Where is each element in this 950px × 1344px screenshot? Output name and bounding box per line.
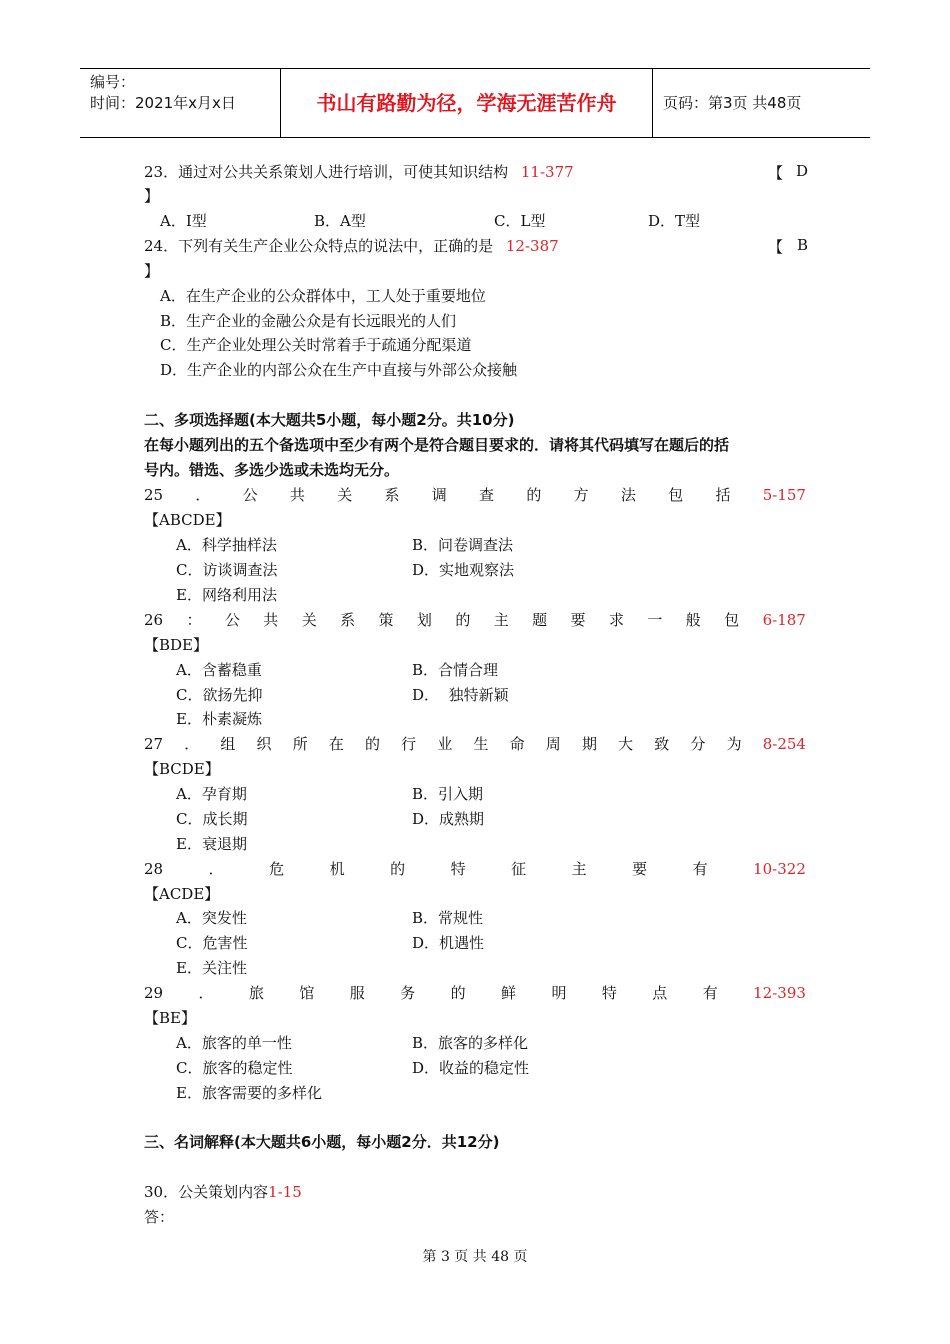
answer-bracket bbox=[768, 236, 808, 257]
q-token: 系 bbox=[340, 611, 356, 629]
option-e: E．网络利用法 bbox=[176, 586, 277, 604]
q-token: 旅 bbox=[248, 984, 264, 1002]
q-token: 要 bbox=[570, 611, 586, 629]
q-token: 求 bbox=[608, 611, 624, 629]
answer-bracket bbox=[768, 162, 808, 183]
question-ref: 1-15 bbox=[268, 1183, 302, 1201]
q-token: 为 bbox=[726, 735, 742, 753]
q-token: 明 bbox=[551, 984, 567, 1002]
q-token: 25 bbox=[144, 486, 164, 504]
question-25 bbox=[144, 485, 806, 505]
number-label: 编号： bbox=[90, 73, 136, 91]
question-23 bbox=[144, 162, 574, 182]
question-27 bbox=[144, 734, 806, 754]
question-30 bbox=[144, 1182, 302, 1202]
q-token: 法 bbox=[620, 486, 636, 504]
q-token: 鲜 bbox=[501, 984, 517, 1002]
q-token: 共 bbox=[263, 611, 279, 629]
question-ref: 8-254 bbox=[762, 735, 806, 753]
option-a: A．I型 bbox=[160, 212, 207, 230]
q-token: 公 bbox=[242, 486, 258, 504]
header-meta bbox=[80, 69, 280, 137]
option-b: B．引入期 bbox=[412, 785, 484, 803]
option-b: B．生产企业的金融公众是有长远眼光的人们 bbox=[160, 312, 457, 330]
question-28 bbox=[144, 859, 806, 879]
q-token: 特 bbox=[601, 984, 617, 1002]
q-token: ． bbox=[195, 486, 211, 504]
question-26 bbox=[144, 610, 806, 630]
header-motto: 书山有路勤为径，学海无涯苦作舟 bbox=[280, 69, 653, 137]
q-token: 28 bbox=[144, 860, 164, 878]
question-ref: 10-322 bbox=[753, 860, 806, 878]
q-token: 组 bbox=[220, 735, 236, 753]
q-token: 有 bbox=[702, 984, 718, 1002]
answer-key: 【ABCDE】 bbox=[144, 511, 231, 529]
option-e: E．衰退期 bbox=[176, 835, 247, 853]
q-token: 机 bbox=[329, 860, 345, 878]
option-e: E．旅客需要的多样化 bbox=[176, 1084, 322, 1102]
answer-key: 【BE】 bbox=[144, 1009, 196, 1027]
section-2-title: 二、多项选择题(本大题共5小题，每小题2分。共10分) bbox=[144, 411, 515, 429]
section-2-instruction-2: 号内。错选、多选少选或未选均无分。 bbox=[144, 461, 400, 479]
option-c: C．访谈调查法 bbox=[176, 561, 278, 579]
question-text: 30．公关策划内容 bbox=[144, 1183, 269, 1201]
q-token: 特 bbox=[450, 860, 466, 878]
q-token: 包 bbox=[668, 486, 684, 504]
option-c: C．危害性 bbox=[176, 934, 248, 952]
bracket-close: 】 bbox=[144, 187, 160, 205]
option-d: D．实地观察法 bbox=[412, 561, 515, 579]
q-token: 公 bbox=[224, 611, 240, 629]
option-b: B．合情合理 bbox=[412, 661, 499, 679]
q-token: 主 bbox=[493, 611, 509, 629]
question-text: 24．下列有关生产企业公众特点的说法中，正确的是 bbox=[144, 237, 494, 255]
q-token: 在 bbox=[328, 735, 344, 753]
question-ref: 5-157 bbox=[762, 486, 806, 504]
q-token: 织 bbox=[256, 735, 272, 753]
q-token: ． bbox=[198, 984, 214, 1002]
q-token: 27 bbox=[144, 735, 164, 753]
option-c: C．旅客的稳定性 bbox=[176, 1059, 293, 1077]
q-token: 方 bbox=[573, 486, 589, 504]
q-token: 周 bbox=[545, 735, 561, 753]
answer-key: 【ACDE】 bbox=[144, 885, 220, 903]
option-c: C．欲扬先抑 bbox=[176, 686, 263, 704]
section-2-instruction-1: 在每小题列出的五个备选项中至少有两个是符合题目要求的．请将其代码填写在题后的括 bbox=[144, 436, 730, 454]
q-token: 包 bbox=[724, 611, 740, 629]
answer-key: 【BDE】 bbox=[144, 636, 208, 654]
q-token: 系 bbox=[384, 486, 400, 504]
q-token: 一 bbox=[647, 611, 663, 629]
question-text: 23．通过对公共关系策划人进行培训，可使其知识结构 bbox=[144, 163, 509, 181]
option-b: B．常规性 bbox=[412, 909, 484, 927]
page-footer: 第 3 页 共 48 页 bbox=[422, 1249, 528, 1265]
q-token: 26 bbox=[144, 611, 164, 629]
q-token: 征 bbox=[511, 860, 527, 878]
option-d: D．机遇性 bbox=[412, 934, 485, 952]
q-token: 命 bbox=[509, 735, 525, 753]
section-3-title: 三、名词解释(本大题共6小题，每小题2分．共12分) bbox=[144, 1133, 500, 1151]
answer-key: 【BCDE】 bbox=[144, 760, 220, 778]
answer-letter: B bbox=[796, 236, 808, 254]
q-token: 有 bbox=[692, 860, 708, 878]
q-token: 题 bbox=[532, 611, 548, 629]
q-token: 危 bbox=[269, 860, 285, 878]
question-ref: 12-393 bbox=[753, 984, 806, 1002]
option-d: D．成熟期 bbox=[412, 810, 485, 828]
q-token: 调 bbox=[431, 486, 447, 504]
header-page-info: 页码：第3页 共48页 bbox=[663, 94, 802, 112]
page-header bbox=[80, 68, 870, 138]
q-token: ： bbox=[186, 611, 202, 629]
q-token: 务 bbox=[400, 984, 416, 1002]
option-e: E．朴素凝炼 bbox=[176, 710, 262, 728]
option-e: E．关注性 bbox=[176, 959, 247, 977]
answer-label: 答： bbox=[144, 1208, 175, 1226]
q-token: 关 bbox=[301, 611, 317, 629]
q-token: ． bbox=[184, 735, 200, 753]
q-token: 致 bbox=[654, 735, 670, 753]
question-ref: 12-387 bbox=[505, 237, 559, 255]
q-token: 大 bbox=[618, 735, 634, 753]
q-token: 策 bbox=[378, 611, 394, 629]
bracket-open: 【 bbox=[768, 238, 784, 256]
q-token: 分 bbox=[690, 735, 706, 753]
question-ref: 6-187 bbox=[762, 611, 806, 629]
option-b: B．A型 bbox=[314, 212, 366, 230]
q-token: 29 bbox=[144, 984, 164, 1002]
option-a: A．在生产企业的公众群体中，工人处于重要地位 bbox=[160, 287, 486, 305]
q-token: 服 bbox=[349, 984, 365, 1002]
question-ref: 11-377 bbox=[520, 163, 574, 181]
q-token: 的 bbox=[455, 611, 471, 629]
q-token: 的 bbox=[450, 984, 466, 1002]
q-token: 所 bbox=[292, 735, 308, 753]
q-token: 般 bbox=[685, 611, 701, 629]
q-token: 馆 bbox=[299, 984, 315, 1002]
bracket-open: 【 bbox=[768, 164, 784, 182]
q-token: 业 bbox=[437, 735, 453, 753]
q-token: 共 bbox=[289, 486, 305, 504]
option-b: B．旅客的多样化 bbox=[412, 1034, 529, 1052]
option-a: A．突发性 bbox=[176, 909, 247, 927]
q-token: 的 bbox=[526, 486, 542, 504]
q-token: 点 bbox=[652, 984, 668, 1002]
q-token: 括 bbox=[715, 486, 731, 504]
q-token: 划 bbox=[416, 611, 432, 629]
option-c: C．成长期 bbox=[176, 810, 248, 828]
q-token: 关 bbox=[337, 486, 353, 504]
q-token: 要 bbox=[632, 860, 648, 878]
answer-letter: D bbox=[795, 162, 808, 180]
option-a: A．科学抽样法 bbox=[176, 536, 277, 554]
q-token: ． bbox=[208, 860, 224, 878]
q-token: 行 bbox=[401, 735, 417, 753]
time-label: 时间：2021年x月x日 bbox=[90, 94, 236, 112]
q-token: 期 bbox=[581, 735, 597, 753]
option-d: D．生产企业的内部公众在生产中直接与外部公众接触 bbox=[160, 361, 518, 379]
option-c: C．L型 bbox=[494, 212, 546, 230]
question-24 bbox=[144, 236, 559, 256]
option-a: A．含蓄稳重 bbox=[176, 661, 262, 679]
option-b: B．问卷调查法 bbox=[412, 536, 514, 554]
bracket-close: 】 bbox=[144, 262, 160, 280]
option-d: D． 独特新颖 bbox=[412, 686, 509, 704]
option-a: A．旅客的单一性 bbox=[176, 1034, 292, 1052]
option-d: D．T型 bbox=[648, 212, 701, 230]
q-token: 主 bbox=[571, 860, 587, 878]
q-token: 的 bbox=[390, 860, 406, 878]
q-token: 的 bbox=[365, 735, 381, 753]
question-29 bbox=[144, 983, 806, 1003]
option-a: A．孕育期 bbox=[176, 785, 247, 803]
q-token: 查 bbox=[479, 486, 495, 504]
option-d: D．收益的稳定性 bbox=[412, 1059, 530, 1077]
option-c: C．生产企业处理公关时常着手于疏通分配渠道 bbox=[160, 336, 472, 354]
q-token: 生 bbox=[473, 735, 489, 753]
